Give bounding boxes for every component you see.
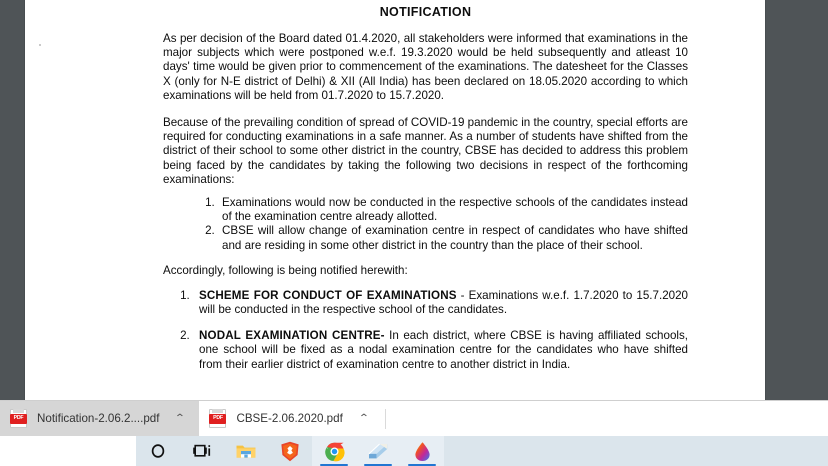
pdf-file-icon bbox=[209, 409, 226, 428]
download-item[interactable] bbox=[0, 401, 199, 437]
taskbar-item-brave[interactable] bbox=[268, 436, 312, 466]
scheme-item bbox=[193, 329, 688, 372]
decisions-list bbox=[201, 196, 688, 253]
download-filename: CBSE-2.06.2020.pdf bbox=[236, 412, 343, 425]
pdf-page bbox=[25, 0, 765, 400]
download-item[interactable] bbox=[199, 401, 382, 437]
taskbar-item-notebook[interactable] bbox=[356, 436, 400, 466]
paint-drop-icon bbox=[413, 441, 432, 462]
taskbar-item-file-explorer[interactable] bbox=[224, 436, 268, 466]
taskbar-item-task-view[interactable] bbox=[180, 436, 224, 466]
taskbar-item-paint3d[interactable] bbox=[400, 436, 444, 466]
scheme-item-heading: NODAL EXAMINATION CENTRE- bbox=[199, 328, 385, 342]
windows-taskbar bbox=[136, 436, 828, 466]
chevron-up-icon[interactable]: ⌃ bbox=[174, 413, 187, 424]
paragraph-2: Because of the prevailing condition of spread of COVID-19 pandemic in the country, special efforts are required for conducting examinations in a safe manner. As a number of students have shifted from the district of their school to some other district in the country, CBSE has decided to address this problem being faced by the candidates by taking the following two decisions in respect of the forthcoming examinations: bbox=[163, 116, 688, 186]
scheme-item-heading: SCHEME FOR CONDUCT OF EXAMINATIONS bbox=[199, 289, 457, 303]
taskbar-item-chrome[interactable] bbox=[312, 436, 356, 466]
scheme-item bbox=[193, 289, 688, 318]
scheme-item-text: In each district, where CBSE is having affiliated schools, one school will be fixed as a nodal examination centre for the candidates who have shifted from their earlier district of examination centre to another district in India. bbox=[199, 328, 688, 371]
taskbar-item-search[interactable] bbox=[136, 436, 180, 466]
scheme-list bbox=[173, 289, 688, 372]
notebook-app-icon bbox=[367, 441, 389, 461]
task-view-icon bbox=[192, 442, 212, 460]
document-body bbox=[163, 0, 688, 383]
pdf-file-icon bbox=[10, 409, 27, 428]
download-filename: Notification-2.06.2....pdf bbox=[37, 412, 160, 425]
paragraph-1: As per decision of the Board dated 01.4.2020, all stakeholders were informed that examinations in the major subjects which were postponed w.e.f. 19.3.2020 would be held subsequently and atleast 10 days' time would be given prior to commencement of the examinations. The datesheet for the Classes X (only for N-E district of Delhi) & XII (All India) has been declared on 18.05.2020 according to which examinations will be held from 01.7.2020 to 15.7.2020. bbox=[163, 32, 688, 102]
scheme-item-text: - Examinations w.e.f. 1.7.2020 to 15.7.2020 will be conducted in the respective school of the candidates. bbox=[199, 289, 688, 317]
decision-item: 1. Examinations would now be conducted in the respective schools of the candidates instead of the examination centre already allotted. bbox=[218, 196, 688, 224]
brave-browser-icon bbox=[280, 441, 300, 462]
downloads-shelf bbox=[0, 400, 828, 436]
search-icon bbox=[149, 442, 167, 460]
taskbar-left-gap bbox=[0, 436, 136, 466]
file-explorer-icon bbox=[235, 442, 257, 461]
taskbar-empty-area bbox=[444, 436, 828, 466]
document-title: NOTIFICATION bbox=[379, 5, 472, 19]
decision-item: 2. CBSE will allow change of examination centre in respect of candidates who have shifted and are residing in some other district in the country than the place of their school. bbox=[218, 224, 688, 252]
chrome-icon bbox=[324, 441, 345, 462]
shelf-empty-area bbox=[386, 401, 828, 437]
paragraph-3: Accordingly, following is being notified herewith: bbox=[163, 263, 408, 277]
chevron-up-icon[interactable]: ⌃ bbox=[358, 413, 370, 424]
